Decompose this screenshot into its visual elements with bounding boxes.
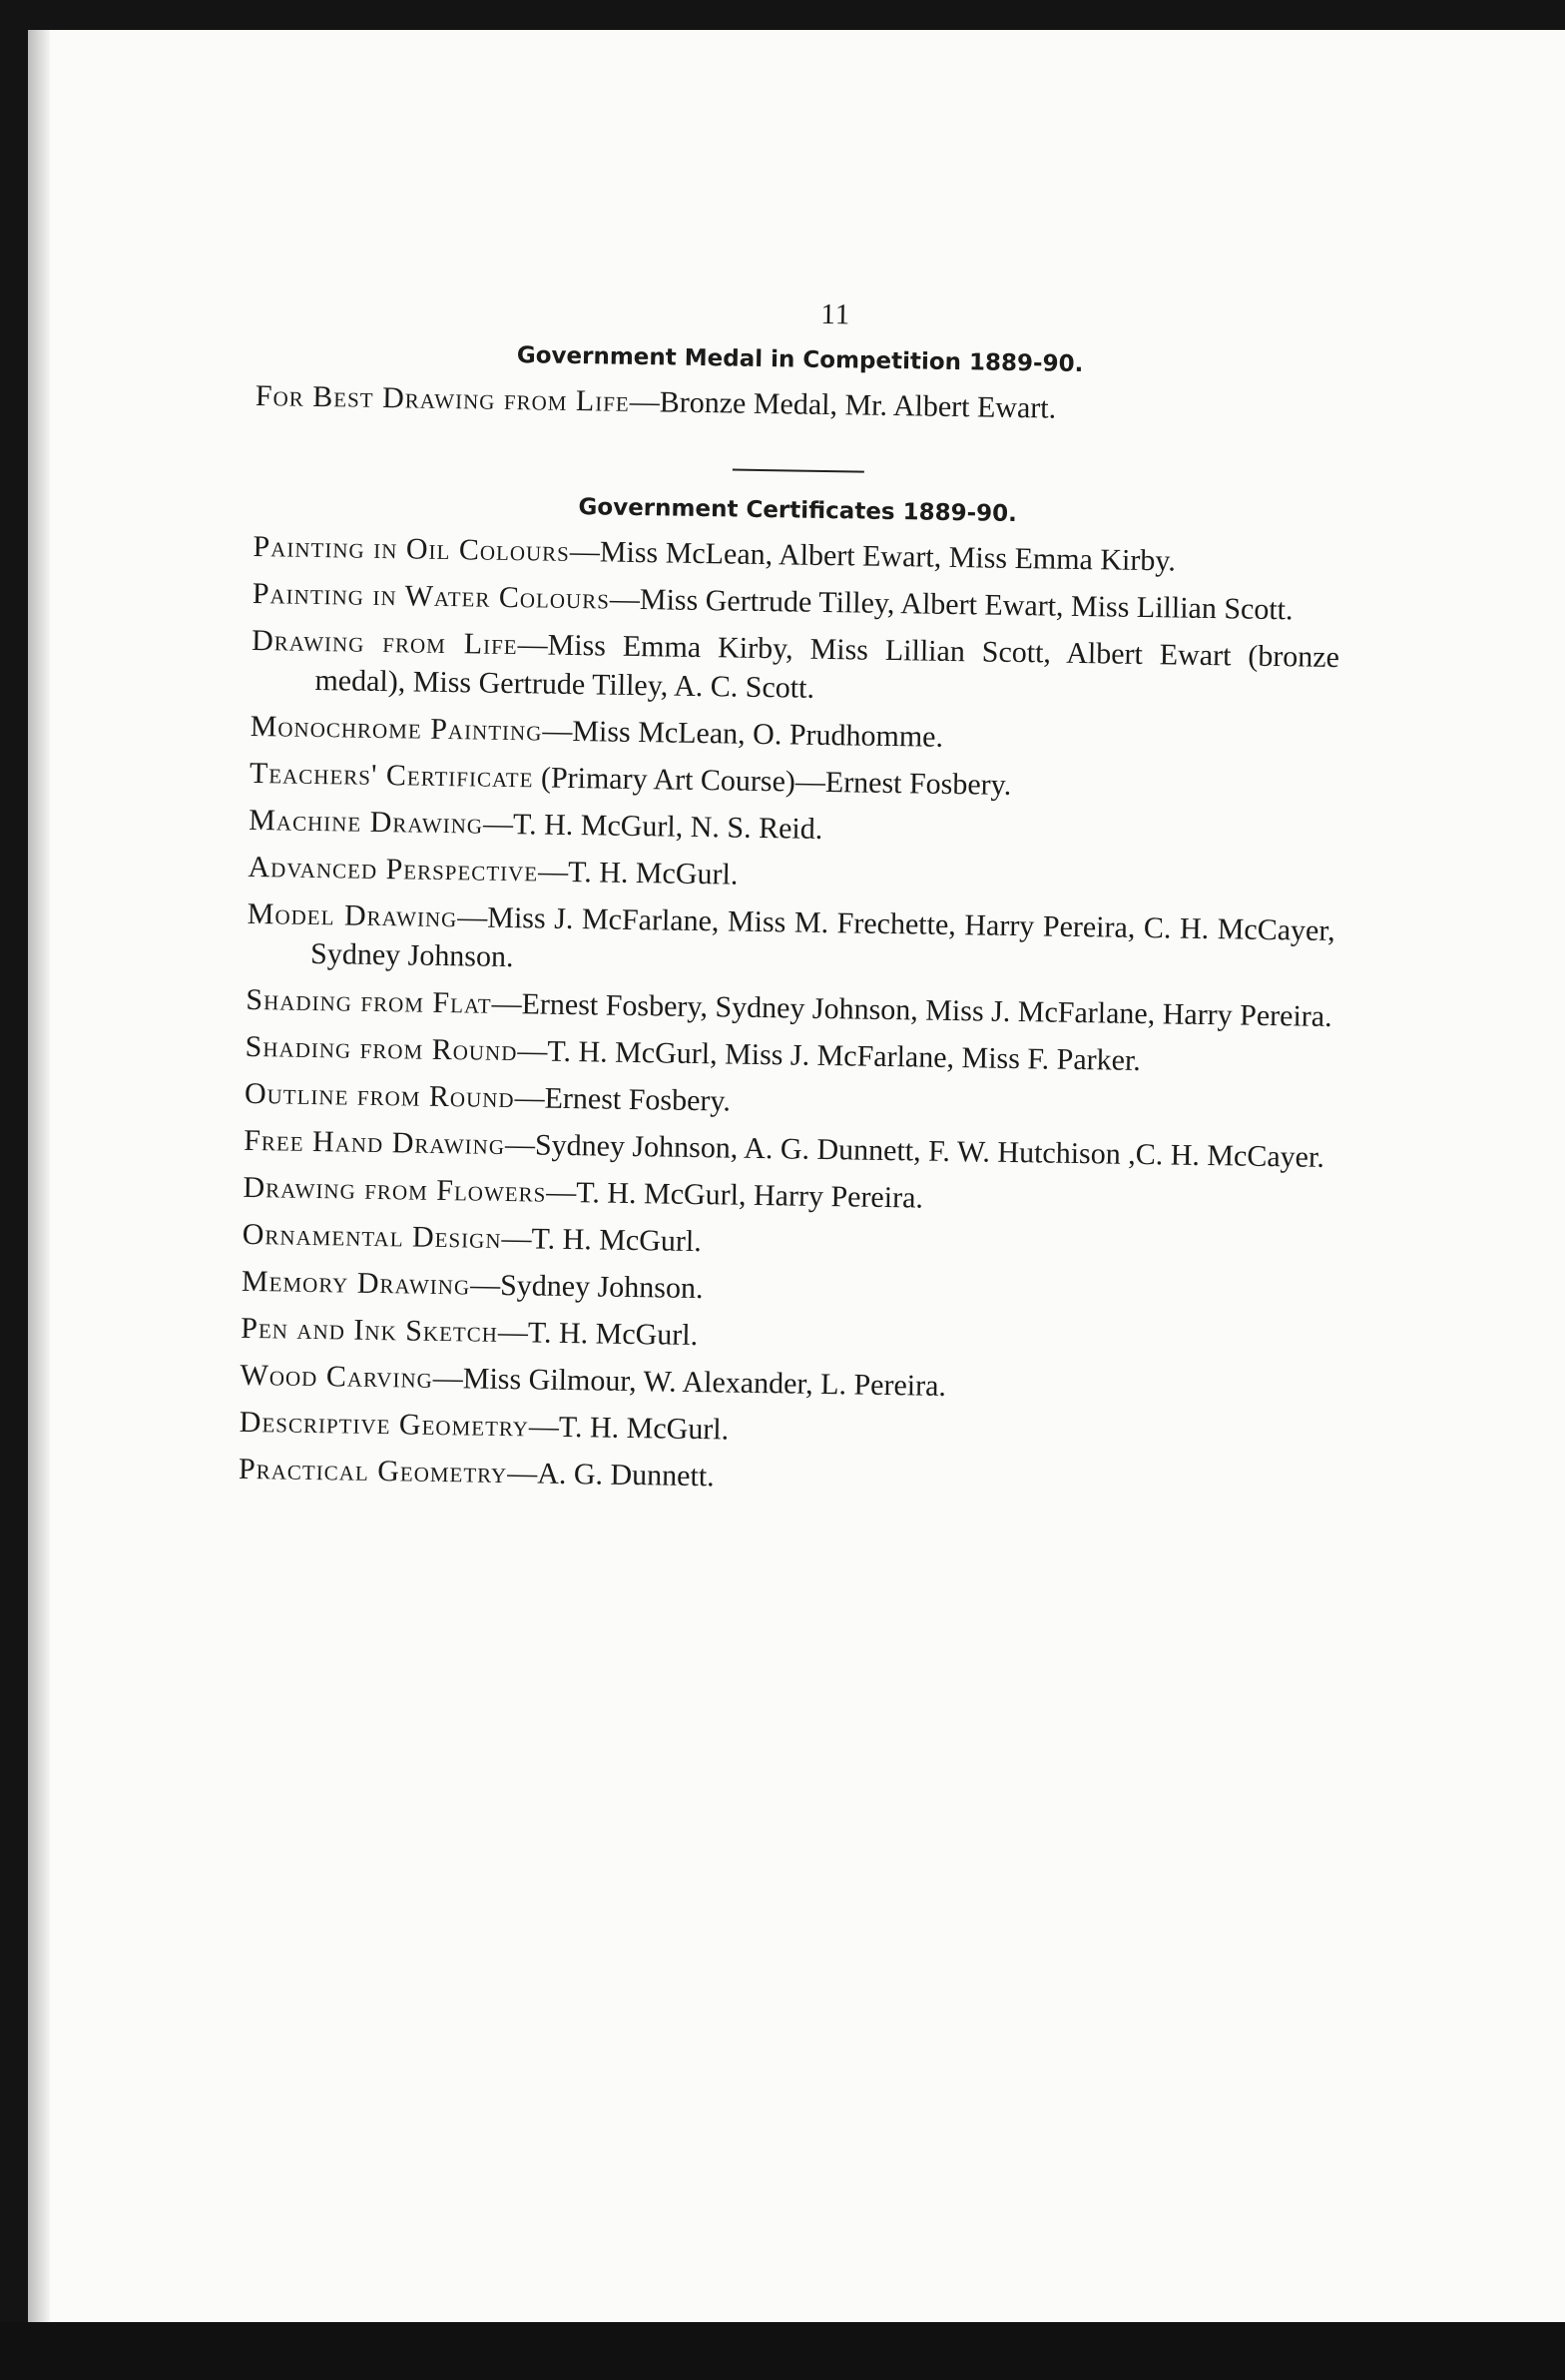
entry-label: Teachers' Certificate [249,756,534,795]
certificate-entry [247,894,1335,989]
page-edge-shadow [28,30,50,2322]
entry-label: Ornamental Design [242,1217,502,1255]
entry-text: —Miss McLean, Albert Ewart, Miss Emma Kirby. [569,534,1177,578]
entry-label: Drawing from Life [251,623,518,662]
entry-label: Free Hand Drawing [243,1123,506,1162]
entry-text: —A. G. Dunnett. [506,1457,715,1493]
entry-text: —Ernest Fosbery. [514,1081,732,1118]
certificate-entry [239,1450,1326,1505]
entry-text: —T. H. McGurl. [497,1315,699,1353]
certificate-entry [250,707,1337,763]
certificate-entry [251,621,1339,716]
medal-entries [256,376,1343,432]
entry-label: For Best Drawing from Life [255,378,631,418]
medal-entry [256,376,1343,432]
entry-label: Model Drawing [247,896,458,934]
entry-text: —T. H. McGurl, Miss J. McFarlane, Miss F. Parker. [517,1034,1142,1077]
entry-label: Descriptive Geometry [239,1405,530,1444]
certificates-section-heading: Government Certificates 1889-90. [578,494,1018,527]
certificate-entry [250,754,1337,810]
section-divider [733,468,864,472]
entry-label: Shading from Round [245,1029,518,1068]
entry-label: Shading from Flat [246,982,492,1020]
certificate-entry [242,1215,1329,1271]
certificate-entry [246,980,1333,1036]
certificate-entries [239,527,1341,1505]
entry-text: —Miss Emma Kirby, Miss Lillian Scott, Albert Ewart (bronze medal), Miss Gertrude Tilley, A. C. Scott. [314,628,1340,705]
page-content [239,266,1345,1513]
certificate-entry [243,1168,1330,1224]
certificate-entry [244,1121,1331,1177]
entry-label: Painting in Oil Colours [253,529,571,568]
document-page [28,30,1565,2322]
entry-text: —Miss Gilmour, W. Alexander, L. Pereira. [432,1361,947,1403]
entry-text: —T. H. McGurl. [501,1221,703,1259]
entry-text: —Miss J. McFarlane, Miss M. Frechette, Harry Pereira, C. H. McCayer, Sydney Johnson. [309,900,1335,974]
entry-label: Practical Geometry [238,1452,508,1490]
entry-label: Advanced Perspective [248,850,539,889]
entry-text: —T. H. McGurl, N. S. Reid. [482,807,823,846]
entry-label: Machine Drawing [249,803,484,841]
page-number: 11 [820,298,851,331]
entry-text: —Sydney Johnson. [469,1268,704,1306]
certificate-entry [253,527,1340,583]
entry-label: Wood Carving [240,1358,434,1395]
entry-label: Drawing from Flowers [243,1170,547,1209]
entry-text: (Primary Art Course)—Ernest Fosbery. [533,761,1012,802]
scan-bottom-edge [0,2322,1565,2380]
certificate-entry [253,574,1340,630]
certificate-entry [241,1309,1328,1365]
certificate-entry [240,1356,1327,1412]
entry-label: Outline from Round [244,1076,515,1115]
medal-section-heading: Government Medal in Competition 1889-90. [516,342,1084,378]
entry-label: Painting in Water Colours [252,576,611,616]
entry-text: —Bronze Medal, Mr. Albert Ewart. [629,384,1057,425]
entry-label: Monochrome Painting [250,709,543,748]
entry-label: Pen and Ink Sketch [241,1311,499,1349]
certificate-entry [245,1027,1332,1083]
certificate-entry [239,1403,1326,1459]
entry-text: —T. H. McGurl, Harry Pereira. [546,1175,924,1215]
certificate-entry [248,848,1335,903]
entry-label: Memory Drawing [241,1264,471,1302]
entry-text: —T. H. McGurl. [528,1410,730,1447]
entry-text: —Miss McLean, O. Prudhomme. [542,714,944,754]
certificate-entry [245,1074,1332,1130]
certificate-entry [242,1262,1329,1318]
entry-text: —Sydney Johnson, A. G. Dunnett, F. W. Hutchison ,C. H. McCayer. [504,1128,1325,1174]
entry-text: —Miss Gertrude Tilley, Albert Ewart, Miss Lillian Scott. [609,582,1294,627]
entry-text: —Ernest Fosbery, Sydney Johnson, Miss J. McFarlane, Harry Pereira. [491,986,1332,1034]
certificate-entry [249,801,1336,857]
entry-text: —T. H. McGurl. [537,855,739,892]
